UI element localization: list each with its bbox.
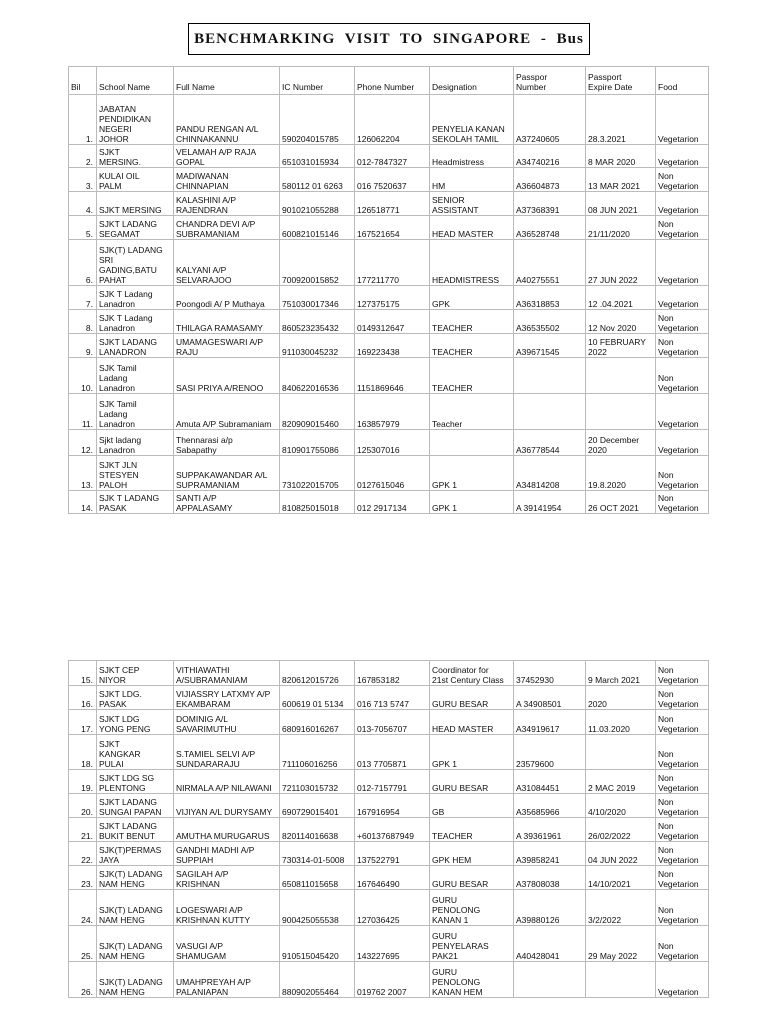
cell-passport-number	[514, 394, 586, 430]
cell-bil: 1.	[69, 95, 97, 145]
cell-bil: 21.	[69, 818, 97, 842]
cell-passport-expiry	[586, 735, 656, 770]
cell-ic-number: 700920015852	[280, 240, 355, 286]
table-row	[69, 286, 709, 310]
table-header-row	[69, 67, 709, 95]
cell-passport-expiry: 26/02/2022	[586, 818, 656, 842]
cell-bil: 4.	[69, 192, 97, 216]
cell-food: Non Vegetarion	[656, 216, 709, 240]
table-row	[69, 842, 709, 866]
cell-food: Vegetarion	[656, 394, 709, 430]
cell-ic-number: 860523235432	[280, 310, 355, 334]
cell-food: Non Vegetarion	[656, 686, 709, 710]
table-row	[69, 430, 709, 456]
cell-ic-number: 721103015732	[280, 770, 355, 794]
cell-full-name: SANTI A/P APPALASAMY	[174, 491, 280, 514]
cell-food: Non Vegetarion	[656, 735, 709, 770]
cell-passport-number: A36535502	[514, 310, 586, 334]
cell-food: Non Vegetarion	[656, 168, 709, 192]
cell-food: Vegetarion	[656, 145, 709, 168]
cell-food: Non Vegetarion	[656, 794, 709, 818]
table-row	[69, 890, 709, 926]
table-row	[69, 456, 709, 491]
cell-phone-number: 019762 2007	[355, 962, 430, 998]
cell-full-name: S.TAMIEL SELVI A/P SUNDARARAJU	[174, 735, 280, 770]
cell-designation: GB	[430, 794, 514, 818]
cell-full-name: Amuta A/P Subramaniam	[174, 394, 280, 430]
cell-designation: Teacher	[430, 394, 514, 430]
cell-school-name: SJKT LDG YONG PENG	[97, 710, 174, 735]
cell-food: Vegetarion	[656, 286, 709, 310]
cell-passport-number: A36528748	[514, 216, 586, 240]
cell-bil: 14.	[69, 491, 97, 514]
cell-ic-number: 911030045232	[280, 334, 355, 358]
table-row	[69, 240, 709, 286]
cell-designation: SENIOR ASSISTANT	[430, 192, 514, 216]
cell-passport-expiry	[586, 962, 656, 998]
cell-food: Non Vegetarion	[656, 334, 709, 358]
cell-phone-number: 137522791	[355, 842, 430, 866]
cell-full-name: VIJIASSRY LATXMY A/P EKAMBARAM	[174, 686, 280, 710]
cell-designation: GURU BESAR	[430, 770, 514, 794]
cell-ic-number: 651031015934	[280, 145, 355, 168]
cell-bil: 15.	[69, 661, 97, 686]
cell-food: Non Vegetarion	[656, 491, 709, 514]
cell-full-name: PANDU RENGAN A/L CHINNAKANNU	[174, 95, 280, 145]
cell-ic-number: 711106016256	[280, 735, 355, 770]
cell-bil: 13.	[69, 456, 97, 491]
cell-designation: TEACHER	[430, 358, 514, 394]
cell-food: Non Vegetarion	[656, 890, 709, 926]
cell-food: Vegetarion	[656, 95, 709, 145]
cell-passport-expiry: 12 .04.2021	[586, 286, 656, 310]
cell-phone-number: 0127615046	[355, 456, 430, 491]
cell-food: Non Vegetarion	[656, 358, 709, 394]
cell-ic-number: 820612015726	[280, 661, 355, 686]
cell-bil: 11.	[69, 394, 97, 430]
cell-passport-number: A36604873	[514, 168, 586, 192]
cell-bil: 12.	[69, 430, 97, 456]
header-designation: Designation	[430, 67, 514, 95]
cell-passport-expiry: 3/2/2022	[586, 890, 656, 926]
cell-food: Non Vegetarion	[656, 661, 709, 686]
cell-passport-expiry: 28.3.2021	[586, 95, 656, 145]
cell-passport-number: A31084451	[514, 770, 586, 794]
header-school-name: School Name	[97, 67, 174, 95]
cell-designation: HM	[430, 168, 514, 192]
cell-passport-expiry: 27 JUN 2022	[586, 240, 656, 286]
cell-passport-expiry	[586, 394, 656, 430]
cell-school-name: SJKT KANGKAR PULAI	[97, 735, 174, 770]
cell-phone-number: 127375175	[355, 286, 430, 310]
participants-table-page-1	[68, 66, 709, 514]
table-row	[69, 334, 709, 358]
table-row	[69, 310, 709, 334]
cell-designation: HEAD MASTER	[430, 710, 514, 735]
cell-phone-number: +60137687949	[355, 818, 430, 842]
cell-school-name: SJK(T)PERMAS JAYA	[97, 842, 174, 866]
cell-ic-number: 901021055288	[280, 192, 355, 216]
cell-full-name: SUPPAKAWANDAR A/L SUPRAMANIAM	[174, 456, 280, 491]
cell-passport-expiry: 4/10/2020	[586, 794, 656, 818]
cell-full-name: UMAHPREYAH A/P PALANIAPAN	[174, 962, 280, 998]
cell-school-name: SJKT LADANG SUNGAI PAPAN	[97, 794, 174, 818]
table-row	[69, 394, 709, 430]
cell-food: Non Vegetarion	[656, 842, 709, 866]
cell-full-name: VASUGI A/P SHAMUGAM	[174, 926, 280, 962]
cell-school-name: Sjkt ladang Lanadron	[97, 430, 174, 456]
cell-school-name: SJKT LDG. PASAK	[97, 686, 174, 710]
cell-phone-number: 016 713 5747	[355, 686, 430, 710]
cell-bil: 6.	[69, 240, 97, 286]
cell-full-name: THILAGA RAMASAMY	[174, 310, 280, 334]
cell-passport-number: A39880126	[514, 890, 586, 926]
cell-school-name: SJKT LADANG BUKIT BENUT	[97, 818, 174, 842]
cell-school-name: SJK(T) LADANG NAM HENG	[97, 866, 174, 890]
cell-passport-number: A34814208	[514, 456, 586, 491]
cell-passport-expiry: 8 MAR 2020	[586, 145, 656, 168]
cell-phone-number: 126062204	[355, 95, 430, 145]
cell-food: Non Vegetarion	[656, 770, 709, 794]
cell-bil: 17.	[69, 710, 97, 735]
header-full-name: Full Name	[174, 67, 280, 95]
cell-designation: HEADMISTRESS	[430, 240, 514, 286]
cell-passport-expiry: 29 May 2022	[586, 926, 656, 962]
cell-designation: GPK HEM	[430, 842, 514, 866]
cell-phone-number: 013-7056707	[355, 710, 430, 735]
cell-full-name: KALYANI A/P SELVARAJOO	[174, 240, 280, 286]
cell-passport-number: A37808038	[514, 866, 586, 890]
cell-school-name: JABATAN PENDIDIKAN NEGERI JOHOR	[97, 95, 174, 145]
cell-bil: 22.	[69, 842, 97, 866]
table-row	[69, 735, 709, 770]
cell-ic-number: 680916016267	[280, 710, 355, 735]
cell-phone-number: 167916954	[355, 794, 430, 818]
cell-designation: GURU PENOLONG KANAN HEM	[430, 962, 514, 998]
header-passport-number: Passpor Number	[514, 67, 586, 95]
cell-designation: GPK 1	[430, 456, 514, 491]
cell-food: Vegetarion	[656, 430, 709, 456]
cell-full-name: KALASHINI A/P RAJENDRAN	[174, 192, 280, 216]
cell-ic-number: 731022015705	[280, 456, 355, 491]
cell-passport-number: A 34908501	[514, 686, 586, 710]
cell-passport-expiry: 26 OCT 2021	[586, 491, 656, 514]
cell-passport-number: 23579600	[514, 735, 586, 770]
cell-phone-number: 169223438	[355, 334, 430, 358]
cell-bil: 2.	[69, 145, 97, 168]
cell-passport-expiry: 9 March 2021	[586, 661, 656, 686]
cell-passport-number: A35685966	[514, 794, 586, 818]
cell-full-name: MADIWANAN CHINNAPIAN	[174, 168, 280, 192]
header-passport-expiry: Passport Expire Date	[586, 67, 656, 95]
cell-passport-expiry: 19.8.2020	[586, 456, 656, 491]
cell-phone-number: 143227695	[355, 926, 430, 962]
cell-bil: 8.	[69, 310, 97, 334]
cell-phone-number: 1151869646	[355, 358, 430, 394]
cell-passport-expiry: 2 MAC 2019	[586, 770, 656, 794]
cell-designation: GURU PENYELARAS PAK21	[430, 926, 514, 962]
cell-passport-number: A40275551	[514, 240, 586, 286]
cell-bil: 20.	[69, 794, 97, 818]
cell-designation: GPK 1	[430, 735, 514, 770]
header-ic-number: IC Number	[280, 67, 355, 95]
cell-school-name: SJKT LADANG SEGAMAT	[97, 216, 174, 240]
cell-passport-number: A 39141954	[514, 491, 586, 514]
cell-ic-number: 900425055538	[280, 890, 355, 926]
cell-phone-number: 167521654	[355, 216, 430, 240]
cell-school-name: SJKT MERSING.	[97, 145, 174, 168]
cell-food: Non Vegetarion	[656, 456, 709, 491]
cell-food: Non Vegetarion	[656, 866, 709, 890]
cell-passport-number: A37368391	[514, 192, 586, 216]
cell-ic-number: 810901755086	[280, 430, 355, 456]
table-row	[69, 145, 709, 168]
cell-passport-number: A37240605	[514, 95, 586, 145]
cell-passport-expiry: 08 JUN 2021	[586, 192, 656, 216]
cell-food: Vegetarion	[656, 192, 709, 216]
cell-full-name: SASI PRIYA A/RENOO	[174, 358, 280, 394]
cell-passport-expiry: 2020	[586, 686, 656, 710]
cell-school-name: SJKT CEP NIYOR	[97, 661, 174, 686]
table-row	[69, 491, 709, 514]
table-row	[69, 686, 709, 710]
cell-school-name: SJK Tamil Ladang Lanadron	[97, 394, 174, 430]
cell-bil: 16.	[69, 686, 97, 710]
cell-phone-number: 0149312647	[355, 310, 430, 334]
header-phone-number: Phone Number	[355, 67, 430, 95]
cell-bil: 19.	[69, 770, 97, 794]
cell-ic-number: 730314-01-5008	[280, 842, 355, 866]
cell-ic-number: 820114016638	[280, 818, 355, 842]
cell-school-name: SJK(T) LADANG NAM HENG	[97, 926, 174, 962]
cell-full-name: VIJIYAN A/L DURYSAMY	[174, 794, 280, 818]
cell-bil: 25.	[69, 926, 97, 962]
cell-passport-expiry: 04 JUN 2022	[586, 842, 656, 866]
cell-ic-number: 910515045420	[280, 926, 355, 962]
cell-food: Non Vegetarion	[656, 818, 709, 842]
cell-ic-number: 810825015018	[280, 491, 355, 514]
cell-full-name: UMAMAGESWARI A/P RAJU	[174, 334, 280, 358]
cell-designation: HEAD MASTER	[430, 216, 514, 240]
cell-ic-number: 690729015401	[280, 794, 355, 818]
cell-phone-number: 016 7520637	[355, 168, 430, 192]
cell-phone-number: 167853182	[355, 661, 430, 686]
cell-food: Non Vegetarion	[656, 926, 709, 962]
cell-ic-number: 590204015785	[280, 95, 355, 145]
cell-passport-number: A34740216	[514, 145, 586, 168]
cell-school-name: SJKT JLN STESYEN PALOH	[97, 456, 174, 491]
table-row	[69, 216, 709, 240]
cell-passport-expiry: 12 Nov 2020	[586, 310, 656, 334]
table-row	[69, 168, 709, 192]
cell-full-name: NIRMALA A/P NILAWANI	[174, 770, 280, 794]
cell-designation: GURU PENOLONG KANAN 1	[430, 890, 514, 926]
cell-phone-number: 167646490	[355, 866, 430, 890]
header-bil: Bil	[69, 67, 97, 95]
cell-phone-number: 163857979	[355, 394, 430, 430]
cell-full-name: SAGILAH A/P KRISHNAN	[174, 866, 280, 890]
cell-school-name: SJK T LADANG PASAK	[97, 491, 174, 514]
cell-ic-number: 820909015460	[280, 394, 355, 430]
cell-passport-number: A40428041	[514, 926, 586, 962]
table-row	[69, 358, 709, 394]
cell-bil: 26.	[69, 962, 97, 998]
cell-school-name: SJK Tamil Ladang Lanadron	[97, 358, 174, 394]
cell-passport-expiry: 13 MAR 2021	[586, 168, 656, 192]
cell-full-name: Poongodi A/ P Muthaya	[174, 286, 280, 310]
cell-full-name: AMUTHA MURUGARUS	[174, 818, 280, 842]
table-row	[69, 866, 709, 890]
table-row	[69, 926, 709, 962]
cell-full-name: CHANDRA DEVI A/P SUBRAMANIAM	[174, 216, 280, 240]
cell-ic-number: 600619 01 5134	[280, 686, 355, 710]
cell-designation: Headmistress	[430, 145, 514, 168]
cell-designation: GURU BESAR	[430, 686, 514, 710]
table-row	[69, 192, 709, 216]
cell-phone-number: 177211770	[355, 240, 430, 286]
cell-ic-number: 751030017346	[280, 286, 355, 310]
cell-bil: 24.	[69, 890, 97, 926]
cell-phone-number: 127036425	[355, 890, 430, 926]
cell-phone-number: 013 7705871	[355, 735, 430, 770]
cell-passport-expiry: 20 December 2020	[586, 430, 656, 456]
cell-designation: PENYELIA KANAN SEKOLAH TAMIL	[430, 95, 514, 145]
table-row	[69, 770, 709, 794]
cell-bil: 7.	[69, 286, 97, 310]
cell-passport-number: 37452930	[514, 661, 586, 686]
table-row	[69, 710, 709, 735]
table-row	[69, 95, 709, 145]
cell-ic-number: 600821015146	[280, 216, 355, 240]
cell-designation: GPK 1	[430, 491, 514, 514]
cell-passport-expiry: 14/10/2021	[586, 866, 656, 890]
cell-bil: 9.	[69, 334, 97, 358]
cell-school-name: SJKT MERSING	[97, 192, 174, 216]
cell-designation: TEACHER	[430, 334, 514, 358]
cell-passport-expiry: 21/11/2020	[586, 216, 656, 240]
header-food: Food	[656, 67, 709, 95]
cell-food: Non Vegetarion	[656, 310, 709, 334]
cell-ic-number: 880902055464	[280, 962, 355, 998]
cell-passport-number	[514, 358, 586, 394]
cell-phone-number: 012 2917134	[355, 491, 430, 514]
cell-passport-number: A39858241	[514, 842, 586, 866]
cell-passport-number	[514, 962, 586, 998]
table-row	[69, 818, 709, 842]
cell-food: Vegetarion	[656, 962, 709, 998]
cell-passport-number: A 39361961	[514, 818, 586, 842]
cell-ic-number: 650811015658	[280, 866, 355, 890]
cell-designation: TEACHER	[430, 310, 514, 334]
cell-passport-expiry	[586, 358, 656, 394]
cell-phone-number: 125307016	[355, 430, 430, 456]
cell-food: Non Vegetarion	[656, 710, 709, 735]
cell-designation: Coordinator for 21st Century Class	[430, 661, 514, 686]
cell-passport-expiry: 10 FEBRUARY 2022	[586, 334, 656, 358]
cell-school-name: SJK T Ladang Lanadron	[97, 310, 174, 334]
table-row	[69, 661, 709, 686]
cell-bil: 5.	[69, 216, 97, 240]
cell-full-name: LOGESWARI A/P KRISHNAN KUTTY	[174, 890, 280, 926]
cell-bil: 10.	[69, 358, 97, 394]
cell-school-name: SJK T Ladang Lanadron	[97, 286, 174, 310]
document-title: BENCHMARKING VISIT TO SINGAPORE - Bus	[188, 23, 590, 55]
cell-designation	[430, 430, 514, 456]
cell-phone-number: 012-7157791	[355, 770, 430, 794]
cell-school-name: SJKT LADANG LANADRON	[97, 334, 174, 358]
cell-bil: 23.	[69, 866, 97, 890]
cell-designation: GPK	[430, 286, 514, 310]
table-row	[69, 962, 709, 998]
cell-passport-number: A36318853	[514, 286, 586, 310]
cell-food: Vegetarion	[656, 240, 709, 286]
cell-passport-number: A36778544	[514, 430, 586, 456]
cell-passport-expiry: 11.03.2020	[586, 710, 656, 735]
cell-passport-number: A39671545	[514, 334, 586, 358]
cell-school-name: SJK(T) LADANG NAM HENG	[97, 890, 174, 926]
cell-bil: 3.	[69, 168, 97, 192]
cell-phone-number: 012-7847327	[355, 145, 430, 168]
cell-ic-number: 840622016536	[280, 358, 355, 394]
cell-full-name: VITHIAWATHI A/SUBRAMANIAM	[174, 661, 280, 686]
cell-phone-number: 126518771	[355, 192, 430, 216]
cell-designation: TEACHER	[430, 818, 514, 842]
cell-full-name: DOMINIG A/L SAVARIMUTHU	[174, 710, 280, 735]
cell-full-name: Thennarasi a/p Sabapathy	[174, 430, 280, 456]
cell-school-name: SJK(T) LADANG NAM HENG	[97, 962, 174, 998]
cell-designation: GURU BESAR	[430, 866, 514, 890]
cell-ic-number: 580112 01 6263	[280, 168, 355, 192]
cell-full-name: VELAMAH A/P RAJA GOPAL	[174, 145, 280, 168]
cell-school-name: SJK(T) LADANG SRI GADING,BATU PAHAT	[97, 240, 174, 286]
participants-table-page-2	[68, 660, 709, 998]
table-row	[69, 794, 709, 818]
cell-full-name: GANDHI MADHI A/P SUPPIAH	[174, 842, 280, 866]
cell-passport-number: A34919617	[514, 710, 586, 735]
cell-bil: 18.	[69, 735, 97, 770]
cell-school-name: KULAI OIL PALM	[97, 168, 174, 192]
cell-school-name: SJKT LDG SG PLENTONG	[97, 770, 174, 794]
